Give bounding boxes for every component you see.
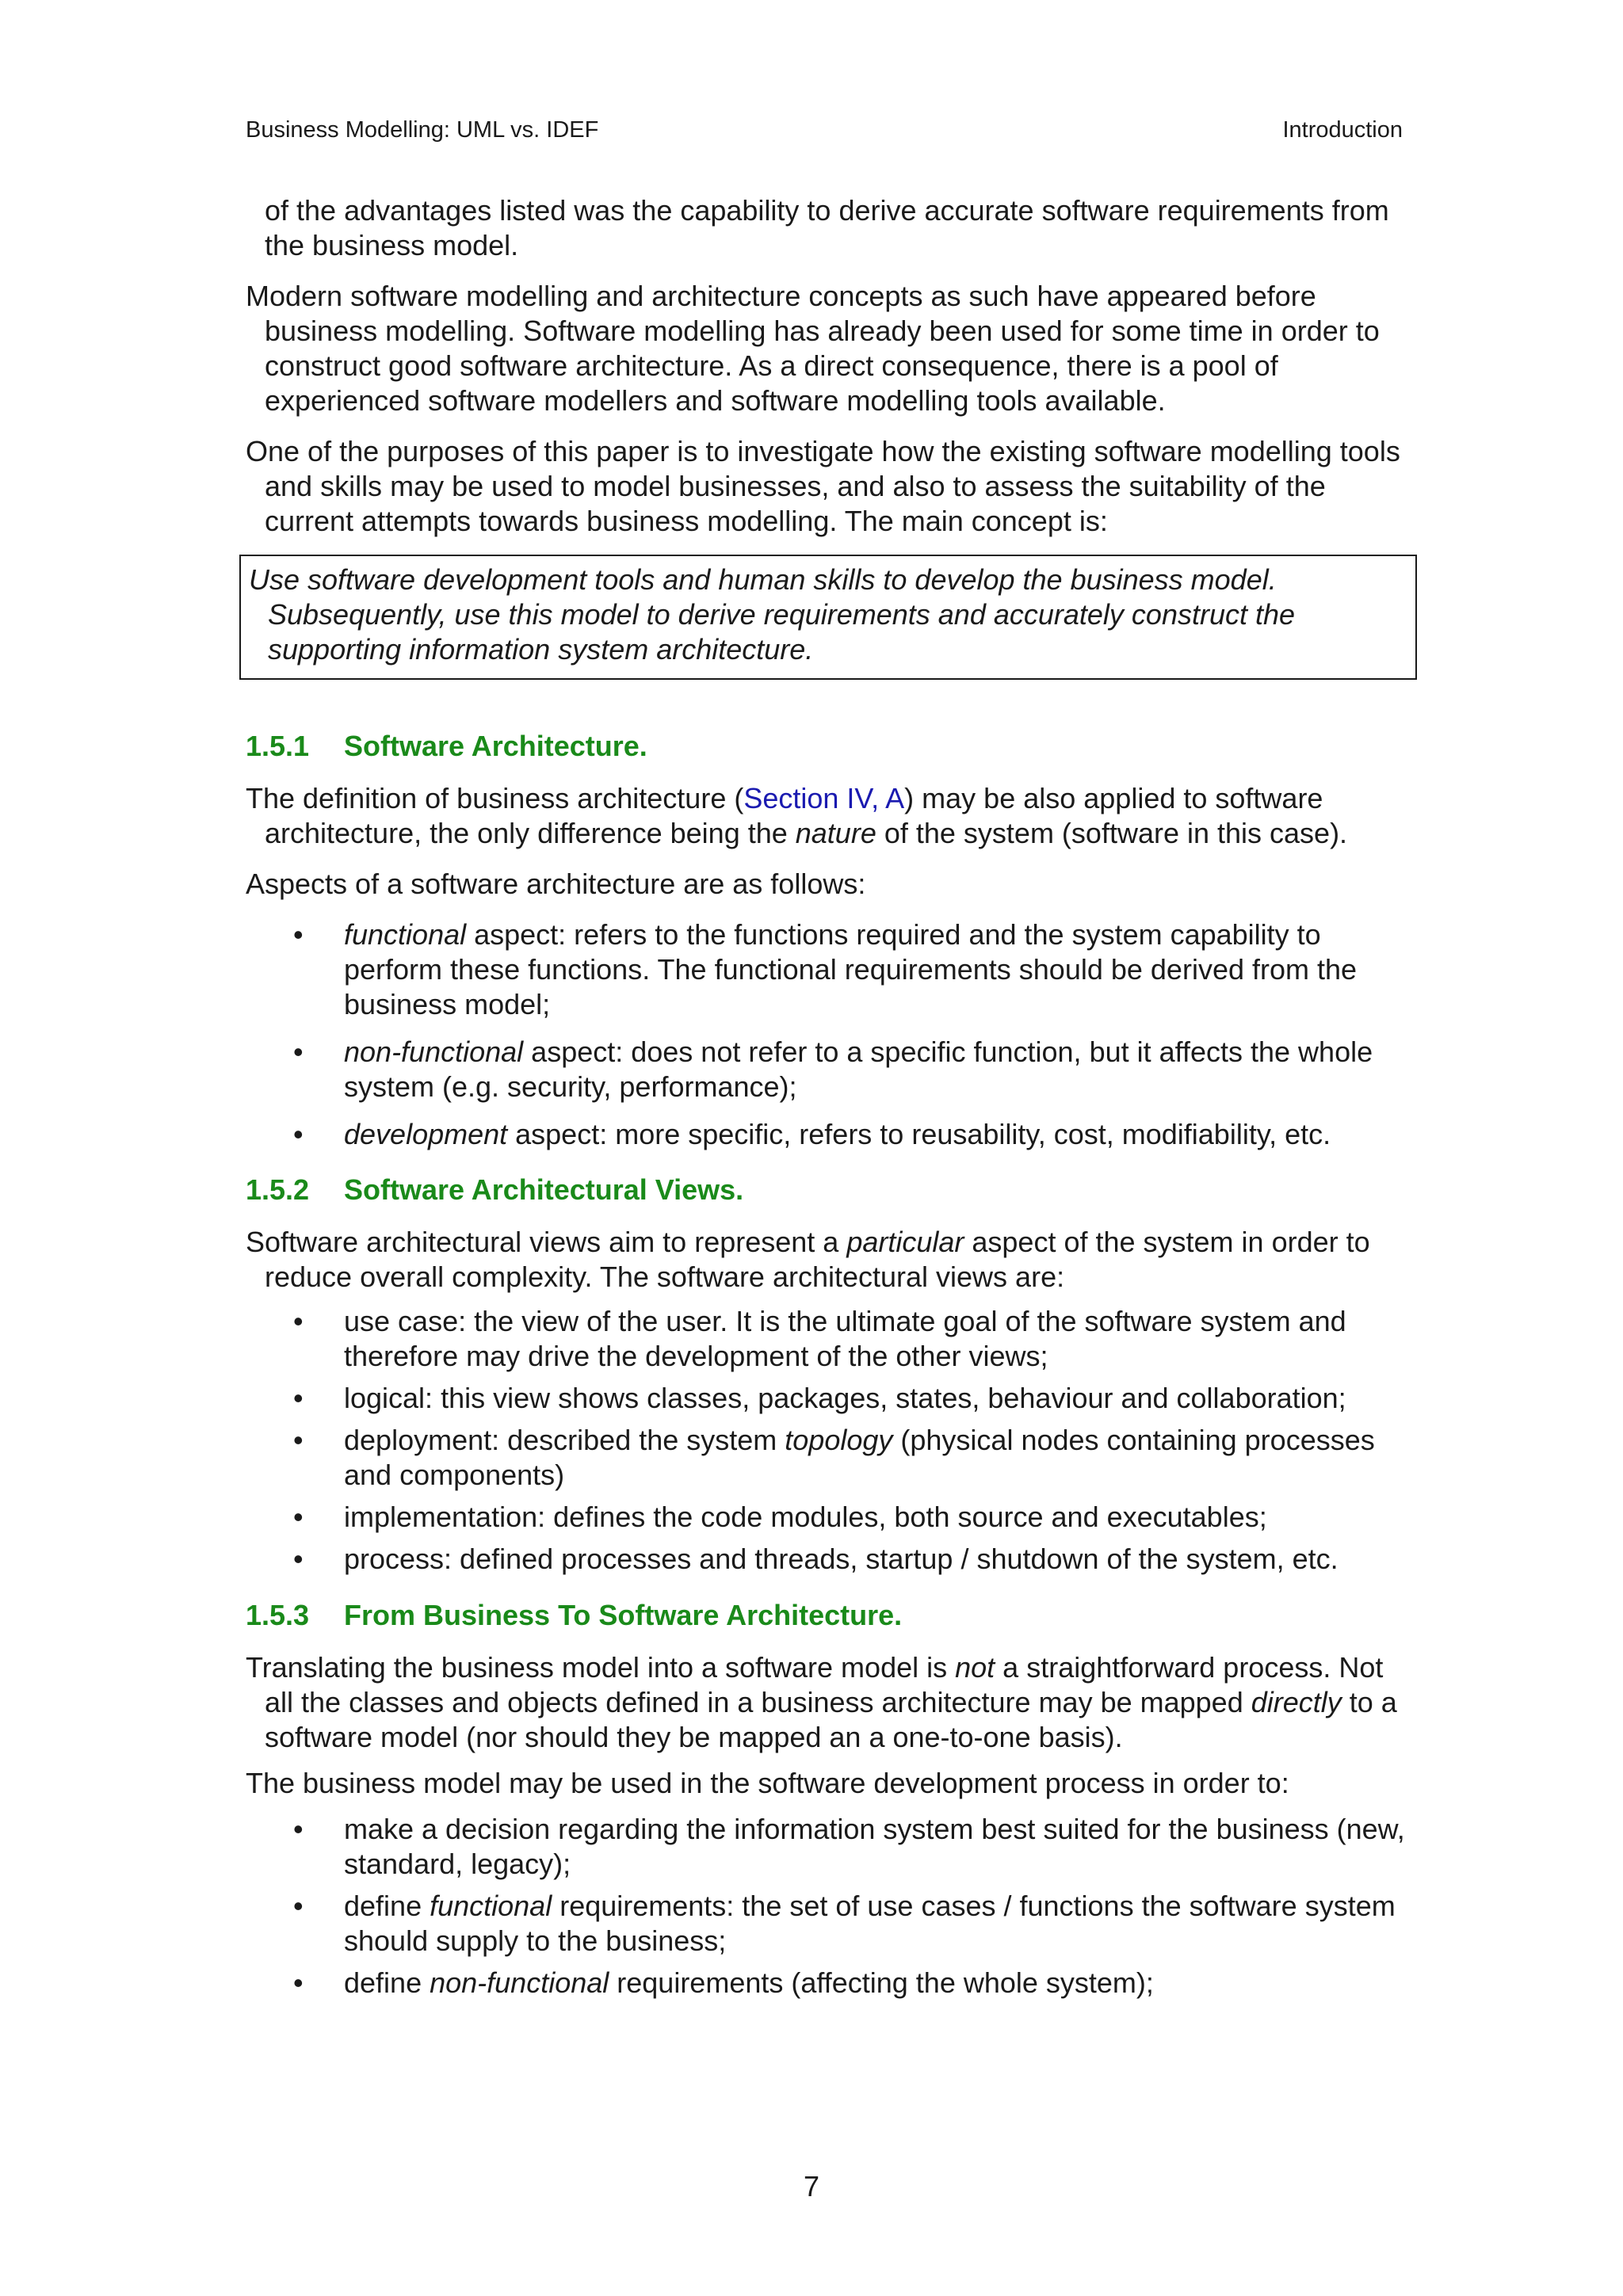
list-item — [246, 1304, 1411, 1374]
emphasis: non-functional — [344, 1035, 524, 1068]
list-item — [246, 1500, 1411, 1535]
intro-paragraph-purpose: One of the purposes of this paper is to investigate how the existing software modelling tools and skills may be used to model businesses, and also to assess the suitability of the current attempts towards business modelling. The main concept is: — [246, 435, 1400, 537]
bullet-icon: • — [293, 1543, 304, 1575]
text-run: aspect of the system in order to reduce overall complexity. The software architectural views are: — [265, 1226, 1370, 1293]
text-run: Software architectural views aim to represent a — [246, 1226, 847, 1258]
bullet-icon: • — [293, 1424, 304, 1456]
section-number: 1.5.1 — [246, 730, 310, 762]
section-title: From Business To Software Architecture. — [344, 1599, 903, 1631]
list-item-text: use case: the view of the user. It is the ultimate goal of the software system and therefore may drive the development of the other views; — [344, 1305, 1346, 1372]
list-item-text: logical: this view shows classes, packages, states, behaviour and collaboration; — [344, 1382, 1346, 1414]
paragraph-views-intro — [246, 1225, 1411, 1295]
paragraph-aspects-intro: Aspects of a software architecture are as follows: — [246, 868, 866, 900]
section-title: Software Architectural Views. — [344, 1173, 744, 1206]
text-run: The definition of business architecture ( — [246, 782, 744, 814]
views-list — [246, 1304, 1411, 1577]
list-item-text: implementation: defines the code modules, both source and executables; — [344, 1501, 1267, 1533]
list-item-text: deployment: described the system — [344, 1424, 785, 1456]
main-concept-text: Use software development tools and human skills to develop the business model. Subsequently, use this model to derive requirements and accurately construct the supporting information system architecture. — [249, 563, 1296, 666]
paragraph-translating — [246, 1650, 1411, 1755]
bullet-icon: • — [293, 1382, 304, 1414]
text-run: ) may be also applied to software architecture, the only difference being the — [265, 782, 1323, 849]
emphasis: not — [955, 1651, 995, 1684]
aspects-list — [246, 917, 1411, 1152]
text-run: Translating the business model into a software model is — [246, 1651, 956, 1684]
list-item-text: define — [344, 1966, 430, 1999]
main-concept-box — [239, 555, 1417, 680]
emphasis: development — [344, 1118, 508, 1150]
emphasis: topology — [785, 1424, 893, 1456]
list-item-text: aspect: more specific, refers to reusability, cost, modifiability, etc. — [507, 1118, 1331, 1150]
list-item-text: aspect: refers to the functions required and the system capability to perform these functions. The functional requirements should be derived from the business model; — [344, 918, 1358, 1020]
paragraph-definition — [246, 781, 1411, 851]
text-run: to a software model (nor should they be mapped an a one-to-one basis). — [265, 1686, 1397, 1753]
list-item — [246, 1381, 1411, 1416]
section-number: 1.5.3 — [246, 1599, 310, 1631]
intro-paragraph-continued: of the advantages listed was the capability to derive accurate software requirements from the business model. — [265, 194, 1389, 261]
list-item — [246, 1889, 1411, 1958]
heading-architectural-views — [246, 1173, 1411, 1207]
list-item-text: make a decision regarding the information system best suited for the business (new, standard, legacy); — [344, 1813, 1405, 1880]
page-number: 7 — [803, 2170, 820, 2203]
emphasis: functional — [344, 918, 467, 951]
header-title: Business Modelling: UML vs. IDEF — [246, 117, 599, 143]
section-number: 1.5.2 — [246, 1173, 310, 1206]
heading-business-to-software — [246, 1598, 1411, 1633]
list-item-text: define — [344, 1890, 430, 1922]
list-item — [246, 1117, 1411, 1152]
bullet-icon: • — [293, 918, 304, 951]
list-item-text: (physical nodes containing processes and components) — [344, 1424, 1375, 1491]
list-item — [246, 1035, 1411, 1104]
section-title: Software Architecture. — [344, 730, 647, 762]
intro-paragraph-modelling: Modern software modelling and architecture concepts as such have appeared before business modelling. Software modelling has already been used for some time in order to construct good software architecture. As a direct consequence, there is a pool of experienced software modellers and software modelling tools available. — [246, 280, 1380, 417]
emphasis: nature — [795, 817, 876, 849]
emphasis: functional — [430, 1890, 552, 1922]
bullet-icon: • — [293, 1501, 304, 1533]
section-link[interactable]: Section IV, A — [743, 782, 905, 814]
header-chapter: Introduction — [1282, 117, 1403, 143]
list-item-text: requirements (affecting the whole system); — [609, 1966, 1154, 1999]
list-item — [246, 1542, 1411, 1577]
emphasis: directly — [1251, 1686, 1342, 1718]
usage-list — [246, 1812, 1411, 2000]
paragraph-usage-intro: The business model may be used in the software development process in order to: — [246, 1767, 1289, 1799]
list-item — [246, 1812, 1411, 1882]
list-item-text: requirements: the set of use cases / functions the software system should supply to the business; — [344, 1890, 1396, 1957]
page-body — [246, 193, 1411, 2008]
list-item-text: aspect: does not refer to a specific function, but it affects the whole system (e.g. security, performance); — [344, 1035, 1373, 1103]
emphasis: non-functional — [430, 1966, 609, 1999]
text-run: a straightforward process. Not all the classes and objects defined in a business architecture may be mapped — [265, 1651, 1384, 1718]
bullet-icon: • — [293, 1890, 304, 1922]
list-item — [246, 917, 1411, 1022]
list-item-text: process: defined processes and threads, startup / shutdown of the system, etc. — [344, 1543, 1338, 1575]
text-run: of the system (software in this case). — [876, 817, 1348, 849]
heading-software-architecture — [246, 729, 1411, 764]
bullet-icon: • — [293, 1305, 304, 1337]
bullet-icon: • — [293, 1118, 304, 1150]
bullet-icon: • — [293, 1813, 304, 1845]
emphasis: particular — [846, 1226, 964, 1258]
bullet-icon: • — [293, 1966, 304, 1999]
bullet-icon: • — [293, 1035, 304, 1068]
list-item — [246, 1966, 1411, 2000]
list-item — [246, 1423, 1411, 1493]
